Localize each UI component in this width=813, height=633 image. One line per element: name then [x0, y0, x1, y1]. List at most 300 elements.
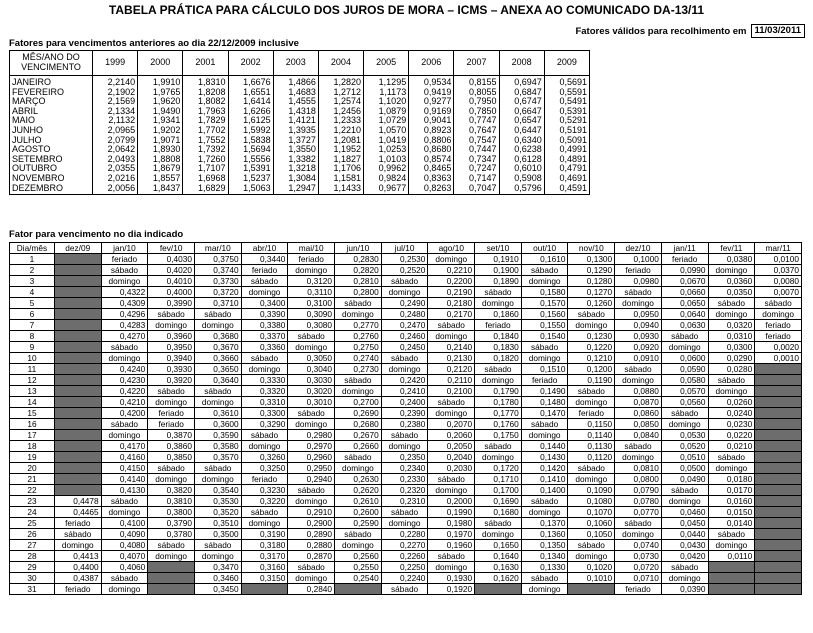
factor-cell: sábado — [521, 342, 568, 353]
factor-cell: sábado — [475, 518, 522, 529]
month-header: fev/11 — [708, 243, 755, 254]
factor-cell: sábado — [381, 353, 428, 364]
factor-cell: 1,9490 — [138, 107, 183, 117]
factor-cell: 0,9277 — [409, 97, 454, 107]
factor-cell: 0,3160 — [241, 562, 288, 573]
validity-line — [575, 24, 805, 38]
day-cell: 25 — [10, 518, 55, 529]
factor-cell: domingo — [148, 551, 195, 562]
factor-cell: 0,1000 — [615, 254, 662, 265]
factor-cell: 0,3400 — [241, 298, 288, 309]
factor-cell: 0,9419 — [409, 88, 454, 98]
factor-cell: sábado — [381, 276, 428, 287]
factor-cell: sábado — [521, 265, 568, 276]
empty-cell — [241, 584, 288, 595]
factor-cell: 1,9910 — [138, 76, 183, 88]
factor-cell: 0,4309 — [101, 298, 148, 309]
factor-cell: 0,3730 — [194, 276, 241, 287]
factor-cell: sábado — [521, 573, 568, 584]
factor-cell: 1,6829 — [183, 184, 228, 195]
factor-cell: 0,1980 — [428, 518, 475, 529]
factor-cell: 0,3850 — [148, 452, 195, 463]
empty-cell — [54, 298, 101, 309]
factor-cell: 0,4240 — [101, 364, 148, 375]
empty-cell — [54, 309, 101, 320]
empty-cell — [755, 540, 802, 551]
factor-cell: 0,3460 — [194, 573, 241, 584]
factor-cell: domingo — [615, 298, 662, 309]
empty-cell — [54, 441, 101, 452]
factor-cell: sábado — [708, 375, 755, 386]
factor-cell: 0,1560 — [521, 309, 568, 320]
factor-cell: domingo — [521, 507, 568, 518]
month-header: jun/10 — [335, 243, 382, 254]
day-cell: 20 — [10, 463, 55, 474]
factor-cell: 0,4465 — [54, 507, 101, 518]
factor-cell: 0,1610 — [521, 254, 568, 265]
factor-cell: 0,8574 — [409, 155, 454, 165]
factor-cell: domingo — [708, 463, 755, 474]
table-row — [10, 540, 802, 551]
factor-cell: 0,0240 — [708, 408, 755, 419]
factor-cell: domingo — [661, 419, 708, 430]
factor-cell: 0,8363 — [409, 174, 454, 184]
factor-cell: feriado — [755, 320, 802, 331]
factor-cell: 0,0770 — [615, 507, 662, 518]
empty-cell — [148, 573, 195, 584]
factor-cell: 1,6968 — [183, 174, 228, 184]
factor-cell: 0,2050 — [428, 441, 475, 452]
table-row — [10, 375, 802, 386]
factor-cell: 0,3190 — [241, 529, 288, 540]
factor-cell: 0,4160 — [101, 452, 148, 463]
yearly-table-body — [10, 76, 590, 195]
factor-cell: 0,0930 — [615, 331, 662, 342]
day-cell: 24 — [10, 507, 55, 518]
yearly-factors-table — [9, 50, 590, 195]
factor-cell: sábado — [241, 276, 288, 287]
factor-cell: 0,3740 — [194, 265, 241, 276]
factor-cell: 0,2890 — [288, 529, 335, 540]
factor-cell: sábado — [661, 485, 708, 496]
factor-cell: 1,5237 — [228, 174, 273, 184]
factor-cell: 0,0810 — [615, 463, 662, 474]
factor-cell: domingo — [241, 441, 288, 452]
factor-cell: 0,3710 — [194, 298, 241, 309]
factor-cell: 0,4387 — [54, 573, 101, 584]
day-cell: 4 — [10, 287, 55, 298]
factor-cell: 1,1295 — [364, 76, 409, 88]
factor-cell: 1,2820 — [318, 76, 363, 88]
factor-cell: 0,0850 — [615, 419, 662, 430]
table-row — [10, 353, 802, 364]
factor-cell: 1,2574 — [318, 97, 363, 107]
empty-cell — [54, 408, 101, 419]
factor-cell: 0,1790 — [475, 386, 522, 397]
factor-cell: 1,2333 — [318, 116, 363, 126]
year-header: 2006 — [409, 51, 454, 76]
factor-cell: 1,8930 — [138, 145, 183, 155]
factor-cell: 0,2180 — [428, 298, 475, 309]
factor-cell: 0,2380 — [381, 419, 428, 430]
day-cell: 11 — [10, 364, 55, 375]
day-cell: 6 — [10, 309, 55, 320]
factor-cell: 0,1710 — [475, 474, 522, 485]
factor-cell: 0,2800 — [335, 287, 382, 298]
factor-cell: 0,1010 — [568, 573, 615, 584]
factor-cell: domingo — [428, 408, 475, 419]
factor-cell: sábado — [335, 529, 382, 540]
day-cell: 2 — [10, 265, 55, 276]
factor-cell: domingo — [148, 320, 195, 331]
factor-cell: 1,2712 — [318, 88, 363, 98]
factor-cell: 0,0300 — [708, 342, 755, 353]
month-header: jan/10 — [101, 243, 148, 254]
factor-cell: sábado — [148, 463, 195, 474]
factor-cell: 2,0056 — [93, 184, 138, 195]
factor-cell: 0,2620 — [335, 485, 382, 496]
factor-cell: domingo — [288, 496, 335, 507]
factor-cell: 1,7552 — [183, 136, 228, 146]
factor-cell: 0,7347 — [454, 155, 499, 165]
factor-cell: domingo — [568, 474, 615, 485]
factor-cell: sábado — [428, 397, 475, 408]
factor-cell: 0,2770 — [335, 320, 382, 331]
factor-cell: domingo — [335, 540, 382, 551]
factor-cell: 0,2100 — [428, 386, 475, 397]
factor-cell: 0,2910 — [288, 507, 335, 518]
header-day: Dia/mês — [10, 243, 55, 254]
factor-cell: 0,3660 — [194, 353, 241, 364]
day-cell: 5 — [10, 298, 55, 309]
factor-cell: 0,0310 — [708, 331, 755, 342]
factor-cell: feriado — [615, 584, 662, 595]
factor-cell: 0,1200 — [568, 364, 615, 375]
factor-cell: 0,0950 — [615, 309, 662, 320]
factor-cell: 0,2810 — [335, 276, 382, 287]
table-row — [10, 452, 802, 463]
factor-cell: sábado — [708, 452, 755, 463]
factor-cell: 0,1260 — [568, 298, 615, 309]
factor-cell: feriado — [661, 254, 708, 265]
factor-cell: 0,1840 — [475, 331, 522, 342]
empty-cell — [755, 375, 802, 386]
factor-cell: domingo — [568, 397, 615, 408]
factor-cell: 1,0419 — [364, 136, 409, 146]
factor-cell: sábado — [615, 518, 662, 529]
empty-cell — [54, 265, 101, 276]
factor-cell: 1,2456 — [318, 107, 363, 117]
factor-cell: 1,7702 — [183, 126, 228, 136]
day-cell: 7 — [10, 320, 55, 331]
factor-cell: 0,0380 — [708, 254, 755, 265]
factor-cell: feriado — [521, 375, 568, 386]
factor-cell: 0,0570 — [661, 386, 708, 397]
factor-cell: 0,1420 — [521, 463, 568, 474]
empty-cell — [568, 584, 615, 595]
factor-cell: 0,3310 — [241, 397, 288, 408]
month-label: JUNHO — [10, 126, 93, 136]
empty-cell — [54, 375, 101, 386]
factor-cell: domingo — [288, 419, 335, 430]
table-row — [10, 276, 802, 287]
factor-cell: 0,1780 — [475, 397, 522, 408]
factor-cell: 1,1706 — [318, 164, 363, 174]
factor-cell: 0,3940 — [148, 353, 195, 364]
factor-cell: sábado — [335, 375, 382, 386]
table-row — [10, 408, 802, 419]
empty-cell — [54, 452, 101, 463]
section2-title: Fator para vencimento no dia indicado — [9, 229, 184, 240]
factor-cell: 0,0920 — [615, 342, 662, 353]
month-header: mar/11 — [755, 243, 802, 254]
factor-cell: 0,5591 — [544, 88, 589, 98]
factor-cell: 0,7247 — [454, 164, 499, 174]
factor-cell: 1,1020 — [364, 97, 409, 107]
factor-cell: 0,1830 — [475, 342, 522, 353]
factor-cell: 0,2630 — [335, 474, 382, 485]
factor-cell: 1,7963 — [183, 107, 228, 117]
factor-cell: 0,3610 — [194, 408, 241, 419]
factor-cell: 1,8208 — [183, 88, 228, 98]
day-cell: 1 — [10, 254, 55, 265]
factor-cell: 0,0790 — [615, 485, 662, 496]
factor-cell: 0,4296 — [101, 309, 148, 320]
factor-cell: sábado — [475, 364, 522, 375]
factor-cell: 0,2270 — [381, 540, 428, 551]
factor-cell: 0,2960 — [288, 452, 335, 463]
day-cell: 23 — [10, 496, 55, 507]
factor-cell: sábado — [288, 331, 335, 342]
factor-cell: 0,2110 — [428, 375, 475, 386]
empty-cell — [54, 254, 101, 265]
empty-cell — [54, 342, 101, 353]
factor-cell: 0,1750 — [475, 430, 522, 441]
factor-cell: 0,3870 — [148, 430, 195, 441]
factor-cell: 1,9620 — [138, 97, 183, 107]
factor-cell: 0,3500 — [194, 529, 241, 540]
factor-cell: sábado — [708, 298, 755, 309]
factor-cell: 0,4090 — [101, 529, 148, 540]
year-header: 2008 — [499, 51, 544, 76]
factor-cell: domingo — [101, 507, 148, 518]
factor-cell: domingo — [708, 386, 755, 397]
factor-cell: 0,2210 — [428, 265, 475, 276]
factor-cell: 0,2450 — [381, 342, 428, 353]
factor-cell: 2,1902 — [93, 88, 138, 98]
factor-cell: 0,3250 — [241, 463, 288, 474]
day-cell: 16 — [10, 419, 55, 430]
factor-cell: 0,2030 — [428, 463, 475, 474]
month-header: abr/10 — [241, 243, 288, 254]
factor-cell: 0,1480 — [521, 397, 568, 408]
table-row — [10, 573, 802, 584]
day-cell: 17 — [10, 430, 55, 441]
factor-cell: 1,0879 — [364, 107, 409, 117]
factor-cell: 0,3570 — [194, 452, 241, 463]
factor-cell: 0,2320 — [381, 485, 428, 496]
factor-cell: domingo — [568, 551, 615, 562]
factor-cell: 1,6414 — [228, 97, 273, 107]
factor-cell: domingo — [381, 287, 428, 298]
factor-cell: 0,8923 — [409, 126, 454, 136]
month-header: set/10 — [475, 243, 522, 254]
factor-cell: sábado — [194, 386, 241, 397]
factor-cell: 2,0965 — [93, 126, 138, 136]
factor-cell: 0,3010 — [288, 397, 335, 408]
factor-cell: 0,0360 — [708, 276, 755, 287]
factor-cell: 0,0080 — [755, 276, 802, 287]
factor-cell: 0,1050 — [568, 529, 615, 540]
empty-cell — [54, 287, 101, 298]
validity-label: Fatores válidos para recolhimento em — [575, 25, 747, 37]
factor-cell: 0,2420 — [381, 375, 428, 386]
factor-cell: 1,8679 — [138, 164, 183, 174]
factor-cell: 0,6340 — [499, 136, 544, 146]
factor-cell: 0,0450 — [661, 518, 708, 529]
factor-cell: 0,6747 — [499, 97, 544, 107]
factor-cell: domingo — [194, 551, 241, 562]
factor-cell: domingo — [194, 397, 241, 408]
factor-cell: domingo — [661, 342, 708, 353]
section1-title: Fatores para vencimentos anteriores ao dia 22/12/2009 inclusive — [9, 38, 299, 49]
factor-cell: feriado — [288, 254, 335, 265]
factor-cell: 2,1569 — [93, 97, 138, 107]
factor-cell: 0,4270 — [101, 331, 148, 342]
factor-cell: sábado — [428, 320, 475, 331]
table-row — [10, 254, 802, 265]
factor-cell: 0,0440 — [661, 529, 708, 540]
table-row — [10, 496, 802, 507]
header-month: MÊS/ANO DO VENCIMENTO — [10, 51, 93, 76]
empty-cell — [54, 430, 101, 441]
factor-cell: 0,0840 — [615, 430, 662, 441]
factor-cell: domingo — [241, 287, 288, 298]
factor-cell: 0,2600 — [335, 507, 382, 518]
factor-cell: 0,4210 — [101, 397, 148, 408]
factor-cell: 0,2480 — [381, 309, 428, 320]
factor-cell: 1,7260 — [183, 155, 228, 165]
table-row — [10, 562, 802, 573]
month-header: dez/09 — [54, 243, 101, 254]
factor-cell: sábado — [101, 496, 148, 507]
day-cell: 21 — [10, 474, 55, 485]
factor-cell: domingo — [475, 375, 522, 386]
factor-cell: 0,0710 — [615, 573, 662, 584]
factor-cell: 0,1080 — [568, 496, 615, 507]
factor-cell: domingo — [475, 298, 522, 309]
factor-cell: 1,8437 — [138, 184, 183, 195]
factor-cell: 0,1140 — [568, 430, 615, 441]
factor-cell: sábado — [475, 441, 522, 452]
factor-cell: 0,2970 — [288, 441, 335, 452]
factor-cell: 0,1620 — [475, 573, 522, 584]
factor-cell: 0,3780 — [148, 529, 195, 540]
factor-cell: 0,1630 — [475, 562, 522, 573]
factor-cell: 0,0110 — [708, 551, 755, 562]
factor-cell: 0,0460 — [661, 507, 708, 518]
factor-cell: 0,3260 — [241, 452, 288, 463]
factor-cell: 1,0570 — [364, 126, 409, 136]
factor-cell: 0,1550 — [521, 320, 568, 331]
factor-cell: sábado — [148, 540, 195, 551]
factor-cell: 0,2460 — [381, 331, 428, 342]
factor-cell: 0,1340 — [521, 551, 568, 562]
factor-cell: 0,3370 — [241, 331, 288, 342]
factor-cell: sábado — [521, 419, 568, 430]
factor-cell: 0,0990 — [661, 265, 708, 276]
day-cell: 13 — [10, 386, 55, 397]
factor-cell: 0,1150 — [568, 419, 615, 430]
factor-cell: 0,4150 — [101, 463, 148, 474]
empty-cell — [755, 463, 802, 474]
factor-cell: 1,7829 — [183, 116, 228, 126]
factor-cell: domingo — [521, 584, 568, 595]
factor-cell: 0,3470 — [194, 562, 241, 573]
factor-cell: 0,3720 — [194, 287, 241, 298]
year-header: 2004 — [318, 51, 363, 76]
factor-cell: 0,2950 — [288, 463, 335, 474]
factor-cell: domingo — [428, 254, 475, 265]
factor-cell: 0,4170 — [101, 441, 148, 452]
factor-cell: 1,5556 — [228, 155, 273, 165]
factor-cell: 1,9202 — [138, 126, 183, 136]
factor-cell: 0,2410 — [381, 386, 428, 397]
factor-cell: domingo — [521, 430, 568, 441]
factor-cell: 0,2560 — [335, 551, 382, 562]
factor-cell: 0,6947 — [499, 76, 544, 88]
factor-cell: 0,0600 — [661, 353, 708, 364]
empty-cell — [54, 386, 101, 397]
factor-cell: sábado — [148, 309, 195, 320]
factor-cell: 0,2540 — [335, 573, 382, 584]
factor-cell: 0,3820 — [148, 485, 195, 496]
factor-cell: 1,6676 — [228, 76, 273, 88]
factor-cell: 0,6128 — [499, 155, 544, 165]
factor-cell: 0,4130 — [101, 485, 148, 496]
factor-cell: domingo — [755, 309, 802, 320]
factor-cell: 0,2190 — [428, 287, 475, 298]
table-row — [10, 397, 802, 408]
factor-cell: 0,2240 — [381, 573, 428, 584]
factor-cell: 0,3920 — [148, 375, 195, 386]
factor-cell: domingo — [428, 485, 475, 496]
empty-cell — [755, 507, 802, 518]
factor-cell: 1,3550 — [273, 145, 318, 155]
factor-cell: 0,9677 — [364, 184, 409, 195]
factor-cell: 0,0290 — [708, 353, 755, 364]
factor-cell: 0,1470 — [521, 408, 568, 419]
factor-cell: 0,0070 — [755, 287, 802, 298]
month-header: ago/10 — [428, 243, 475, 254]
factor-cell: 0,3290 — [241, 419, 288, 430]
factor-cell: 0,5091 — [544, 136, 589, 146]
factor-cell: domingo — [241, 364, 288, 375]
factor-cell: 1,3218 — [273, 164, 318, 174]
factor-cell: 0,1440 — [521, 441, 568, 452]
factor-cell: 1,5992 — [228, 126, 273, 136]
factor-cell: 2,2140 — [93, 76, 138, 88]
month-label: JULHO — [10, 136, 93, 146]
factor-cell: 0,6547 — [499, 116, 544, 126]
factor-cell: 0,5908 — [499, 174, 544, 184]
factor-cell: 0,0740 — [615, 540, 662, 551]
factor-cell: 0,2900 — [288, 518, 335, 529]
month-header: dez/10 — [615, 243, 662, 254]
factor-cell: domingo — [148, 397, 195, 408]
factor-cell: domingo — [101, 276, 148, 287]
factor-cell: 0,1970 — [428, 529, 475, 540]
